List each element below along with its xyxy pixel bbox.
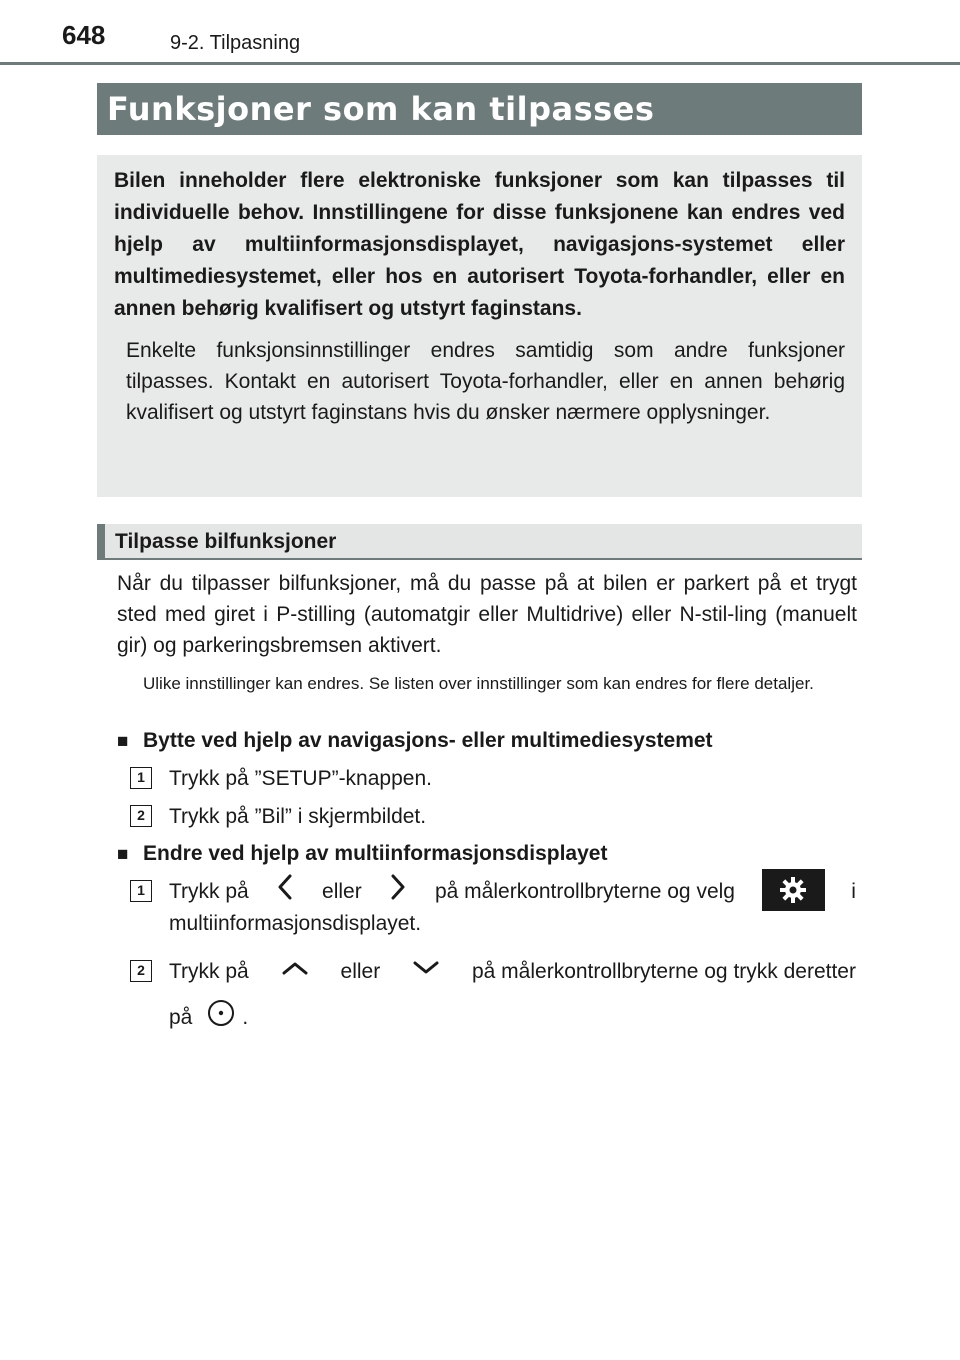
- chevron-right-icon: [388, 873, 408, 910]
- mid-method-heading: [117, 839, 607, 870]
- gear-icon: [762, 869, 825, 911]
- intro-box: [97, 155, 862, 497]
- page-title: Funksjoner som kan tilpasses: [107, 90, 655, 128]
- step-line: [169, 876, 856, 907]
- step-number: 2: [130, 960, 152, 982]
- step-text: i: [851, 880, 856, 903]
- step-number: 1: [130, 880, 152, 902]
- header-rule: [0, 62, 960, 65]
- mid-step-1: [130, 876, 856, 946]
- step-number: 1: [130, 767, 152, 789]
- body-paragraph: Når du tilpasser bilfunksjoner, må du passe på at bilen er parkert på et trygt sted med giret i P-stilling (automatgir eller Multidrive) eller N-stil-ling (manuelt gir) og parkeringsbremsen aktivert.: [117, 572, 857, 657]
- nav-method-heading: [117, 726, 713, 757]
- subsection-heading: [97, 524, 862, 560]
- step-text: eller: [322, 880, 362, 903]
- step-text: Trykk på: [169, 960, 249, 983]
- step-text: Trykk på: [169, 880, 249, 903]
- chevron-left-icon: [275, 873, 295, 910]
- step-line: [169, 1002, 248, 1033]
- step-text: eller: [340, 960, 381, 983]
- section-label: 9-2. Tilpasning: [170, 32, 301, 54]
- chevron-down-icon: [411, 956, 441, 987]
- intro-lead: Bilen inneholder flere elektroniske funksjoner som kan tilpasses til individuelle behov. Innstillingene for disse funksjonene kan endres ved hjelp av multiinformasjonsdisplayet, navigasjons-systemet eller multimediesystemet, eller hos en autorisert Toyota-forhandler, eller en annen behørig kvalifisert og utstyrt faginstans.: [114, 169, 845, 320]
- chevron-up-icon: [280, 956, 310, 987]
- step-text: Trykk på ”SETUP”-knappen.: [169, 767, 432, 790]
- step-text: Trykk på ”Bil” i skjermbildet.: [169, 805, 427, 828]
- step-text: .: [242, 1006, 249, 1029]
- nav-method-title: Bytte ved hjelp av navigasjons- eller multimediesystemet: [143, 729, 713, 752]
- step-line: [169, 956, 856, 987]
- square-bullet-icon: ■: [117, 844, 129, 865]
- subsection-title: Tilpasse bilfunksjoner: [115, 530, 337, 553]
- intro-note: Enkelte funksjonsinnstillinger endres samtidig som andre funksjoner tilpasses. Kontakt en autorisert Toyota-forhandler, eller en annen behørig kvalifisert og utstyrt faginstans hvis du ønsker nærmere opplysninger.: [126, 339, 845, 424]
- step-text: på: [169, 1006, 193, 1029]
- square-bullet-icon: ■: [117, 731, 129, 752]
- title-bar: [97, 83, 862, 135]
- page-number: 648: [62, 20, 106, 50]
- enter-button-icon: [206, 998, 236, 1037]
- mid-method-title: Endre ved hjelp av multiinformasjonsdisplayet: [143, 842, 608, 865]
- settings-note: Ulike innstillinger kan endres. Se listen over innstillinger som kan endres for flere detaljer.: [143, 674, 814, 693]
- step-text: på målerkontrollbryterne og trykk deretter: [471, 960, 856, 983]
- step-text: på målerkontrollbryterne og velg: [434, 880, 735, 903]
- mid-step-2: [130, 956, 856, 1036]
- step-number: 2: [130, 805, 152, 827]
- step-text: multiinformasjonsdisplayet.: [169, 912, 422, 935]
